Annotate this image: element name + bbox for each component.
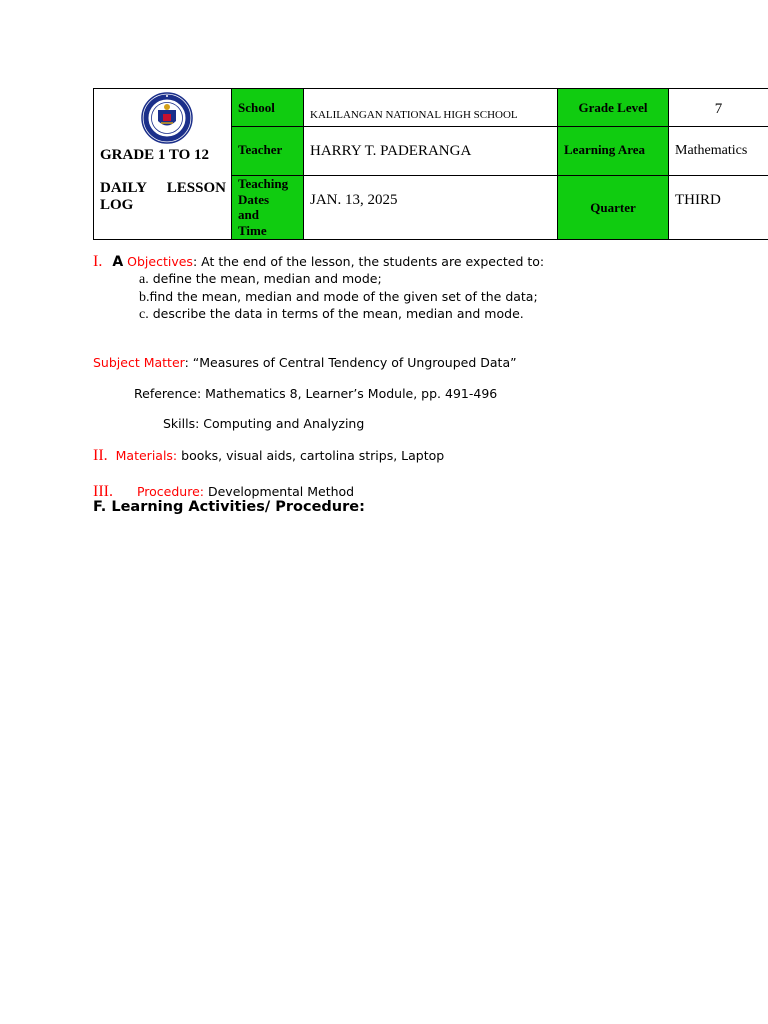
deped-seal-logo [138, 92, 196, 144]
quarter-label-cell [558, 176, 669, 240]
dates-value: JAN. 13, 2025 [310, 192, 398, 208]
school-label-cell [232, 89, 304, 127]
dates-label [232, 176, 303, 238]
teacher-label-cell [232, 127, 304, 176]
learning-area-label-cell [558, 127, 669, 176]
objectives-line [93, 253, 544, 271]
objective-marker: c. [139, 307, 149, 322]
dates-label-line: Dates [238, 191, 270, 207]
daily-lesson-log-title [100, 180, 226, 214]
skills-line: Skills: Computing and Analyzing [163, 416, 365, 431]
subject-matter-line [93, 355, 517, 370]
grade-level-value-cell [669, 89, 768, 127]
reference-line: Reference: Mathematics 8, Learner’s Module, pp. 491-496 [134, 386, 498, 401]
learning-area-value: Mathematics [675, 143, 748, 158]
objectives-roman: I. [93, 253, 103, 270]
teacher-value: HARRY T. PADERANGA [310, 142, 472, 159]
objective-marker: a. [139, 272, 149, 287]
subject-matter-label: Subject Matter [93, 355, 185, 370]
procedure-text: Developmental Method [207, 484, 355, 499]
materials-text: books, visual aids, cartolina strips, Laptop [181, 448, 445, 463]
procedure-label: Procedure: [136, 484, 204, 499]
dates-label-line: Teaching [238, 176, 289, 191]
objective-text: describe the data in terms of the mean, median and mode. [152, 306, 524, 321]
header-table [93, 88, 768, 240]
title-word-daily: DAILY [100, 180, 147, 196]
procedure-roman: III. [93, 483, 113, 500]
objective-item [139, 306, 524, 323]
objective-item [139, 289, 538, 306]
school-value: KALILANGAN NATIONAL HIGH SCHOOL [310, 108, 518, 121]
title-word-log: LOG [100, 197, 134, 213]
dates-label-line: Time [238, 222, 267, 238]
teacher-value-cell [304, 127, 558, 176]
school-value-cell [304, 89, 558, 127]
materials-label: Materials: [115, 448, 178, 463]
quarter-label: Quarter [590, 199, 636, 215]
objectives-intro: : At the end of the lesson, the students are expected to: [192, 254, 545, 269]
school-label: School [238, 99, 275, 115]
grade-title: GRADE 1 TO 12 [100, 147, 210, 163]
objective-text: define the mean, median and mode; [152, 271, 382, 286]
materials-line [93, 447, 444, 465]
objective-marker: b. [139, 290, 150, 305]
objectives-letter: A [112, 254, 124, 270]
title-word-lesson: LESSON [166, 180, 226, 196]
teacher-label: Teacher [238, 142, 283, 157]
grade-level-label-cell [558, 89, 669, 127]
materials-roman: II. [93, 447, 108, 464]
grade-level-label: Grade Level [578, 99, 648, 115]
objective-item [139, 271, 382, 288]
grade-level-value: 7 [714, 101, 723, 117]
title-cell [94, 89, 232, 240]
subject-matter-text: : “Measures of Central Tendency of Ungrouped Data” [184, 355, 517, 370]
learning-activities-heading: F. Learning Activities/ Procedure: [93, 499, 365, 515]
learning-area-label: Learning Area [564, 142, 646, 157]
objective-text: find the mean, median and mode of the given set of the data; [149, 289, 538, 304]
learning-area-value-cell [669, 127, 768, 176]
dates-label-cell [232, 176, 304, 240]
objectives-label: Objectives [127, 254, 193, 269]
dates-value-cell [304, 176, 558, 240]
dates-label-line: and [238, 207, 259, 222]
quarter-value: THIRD [675, 192, 721, 208]
quarter-value-cell [669, 176, 768, 240]
